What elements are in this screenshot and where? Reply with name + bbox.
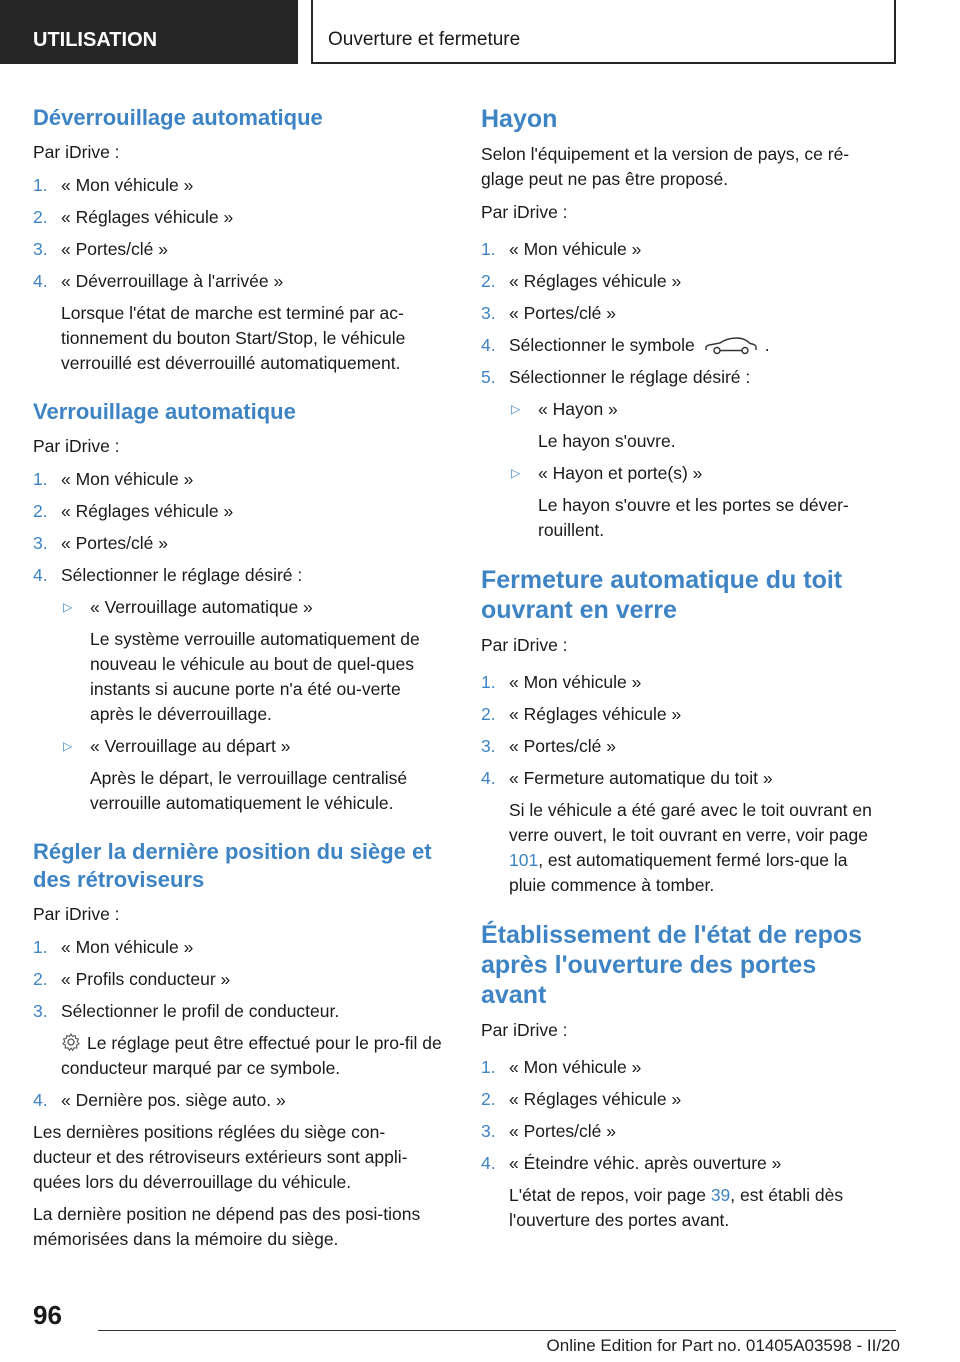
list-item: 4. « Éteindre véhic. après ouverture » xyxy=(481,1153,782,1173)
list-item: 5. Sélectionner le réglage désiré : xyxy=(481,367,751,387)
footer-divider xyxy=(98,1330,896,1331)
list-item: 1. « Mon véhicule » xyxy=(33,469,194,489)
list-item: 1. « Mon véhicule » xyxy=(481,672,642,692)
paragraph: Les dernières positions réglées du siège con-ducteur et des rétroviseurs extérieurs sont appli-quées lors du déverrouillage du véhicule. xyxy=(33,1122,408,1192)
list-item: 1. « Mon véhicule » xyxy=(481,239,642,259)
list-item: 3. Sélectionner le profil de conducteur. xyxy=(33,1001,340,1021)
list-item: 4. « Fermeture automatique du toit » xyxy=(481,768,773,788)
section-auto-unlock xyxy=(33,104,443,376)
list-item: 2. « Profils conducteur » xyxy=(33,969,231,989)
list-item: 2. « Réglages véhicule » xyxy=(481,704,682,724)
section-title: Fermeture automatique du toit ouvrant en verre xyxy=(481,566,843,624)
section-title: Régler la dernière position du siège et des rétroviseurs xyxy=(33,839,432,892)
list-item: 3. « Portes/clé » xyxy=(481,1121,616,1141)
list-item: 4. Sélectionner le symbole . xyxy=(481,335,770,355)
section-title: Verrouillage automatique xyxy=(33,399,296,424)
section-rest-state xyxy=(481,920,881,1233)
bullet-item: ▷ « Hayon » xyxy=(481,397,881,422)
intro-text: Par iDrive : xyxy=(33,904,120,924)
list-item: 4. Sélectionner le réglage désiré : xyxy=(33,565,303,585)
left-column xyxy=(33,104,443,1274)
triangle-bullet-icon: ▷ xyxy=(63,600,73,614)
section-seat-position xyxy=(33,838,443,1252)
section-tailgate xyxy=(481,104,881,543)
bullet-note: Le système verrouille automatiquement de nouveau le véhicule au bout de quel-ques instants si aucune porte n'a été ou-verte après le déverrouillage. xyxy=(90,629,420,724)
car-icon xyxy=(703,335,759,357)
list-item: 3. « Portes/clé » xyxy=(481,303,616,323)
list-item: 2. « Réglages véhicule » xyxy=(33,207,234,227)
triangle-bullet-icon: ▷ xyxy=(63,739,73,753)
intro-text: Par iDrive : xyxy=(33,436,120,456)
intro-text: Par iDrive : xyxy=(33,142,120,162)
gear-icon xyxy=(61,1032,81,1052)
bullet-note: Le hayon s'ouvre. xyxy=(538,431,676,451)
page-link[interactable]: 101 xyxy=(509,850,539,870)
list-item: 3. « Portes/clé » xyxy=(33,239,168,259)
list-item: 2. « Réglages véhicule » xyxy=(33,501,234,521)
page-link[interactable]: 39 xyxy=(710,1185,731,1205)
bullet-note: Après le départ, le verrouillage centralisé verrouille automatiquement le véhicule. xyxy=(90,768,408,813)
chapter-tab: Ouverture et fermeture xyxy=(311,0,896,64)
section-title: Déverrouillage automatique xyxy=(33,105,323,130)
triangle-bullet-icon: ▷ xyxy=(511,466,521,480)
bullet-note: Le hayon s'ouvre et les portes se déver-rouillent. xyxy=(538,495,849,540)
intro-text: Par iDrive : xyxy=(481,635,568,655)
list-item: 4. « Dernière pos. siège auto. » xyxy=(33,1090,286,1110)
section-glass-roof xyxy=(481,565,881,898)
list-item: 3. « Portes/clé » xyxy=(481,736,616,756)
section-tab: UTILISATION xyxy=(0,0,298,64)
list-item: 1. « Mon véhicule » xyxy=(33,937,194,957)
list-item: 2. « Réglages véhicule » xyxy=(481,1089,682,1109)
gear-note: Le réglage peut être effectué pour le pro-fil de conducteur marqué par ce symbole. xyxy=(61,1033,442,1078)
paragraph: La dernière position ne dépend pas des posi-tions mémorisées dans la mémoire du siège. xyxy=(33,1204,421,1249)
page-number: 96 xyxy=(33,1300,62,1330)
intro-text: Par iDrive : xyxy=(481,1020,568,1040)
section-title: Hayon xyxy=(481,105,558,133)
list-item: 3. « Portes/clé » xyxy=(33,533,168,553)
bullet-item: ▷ « Hayon et porte(s) » xyxy=(481,461,881,486)
list-item: 2. « Réglages véhicule » xyxy=(481,271,682,291)
list-item: 1. « Mon véhicule » xyxy=(33,175,194,195)
item-note: Si le véhicule a été garé avec le toit ouvrant en verre ouvert, le toit ouvrant en verre, voir page 101, est automatiquement fermé lors-que la pluie commence à tomber. xyxy=(509,800,872,895)
section-title: Établissement de l'état de repos après l'ouverture des portes avant xyxy=(481,921,863,1009)
lead-text: Selon l'équipement et la version de pays, ce ré-glage peut ne pas être proposé. xyxy=(481,144,850,189)
list-item: 4. « Déverrouillage à l'arrivée » xyxy=(33,271,284,291)
bullet-item: ▷ « Verrouillage au départ » xyxy=(33,734,443,759)
item-note: Lorsque l'état de marche est terminé par ac-tionnement du bouton Start/Stop, le véhicule verrouillé est déverrouillé automatiquement. xyxy=(61,303,406,373)
list-item: 1. « Mon véhicule » xyxy=(481,1057,642,1077)
triangle-bullet-icon: ▷ xyxy=(511,402,521,416)
bullet-item: ▷ « Verrouillage automatique » xyxy=(33,595,443,620)
item-note: L'état de repos, voir page 39, est établi dès l'ouverture des portes avant. xyxy=(509,1185,844,1230)
right-column xyxy=(481,104,881,1255)
section-auto-lock xyxy=(33,398,443,816)
edition-text: Online Edition for Part no. 01405A03598 - II/20 xyxy=(546,1336,900,1355)
intro-text: Par iDrive : xyxy=(481,202,568,222)
